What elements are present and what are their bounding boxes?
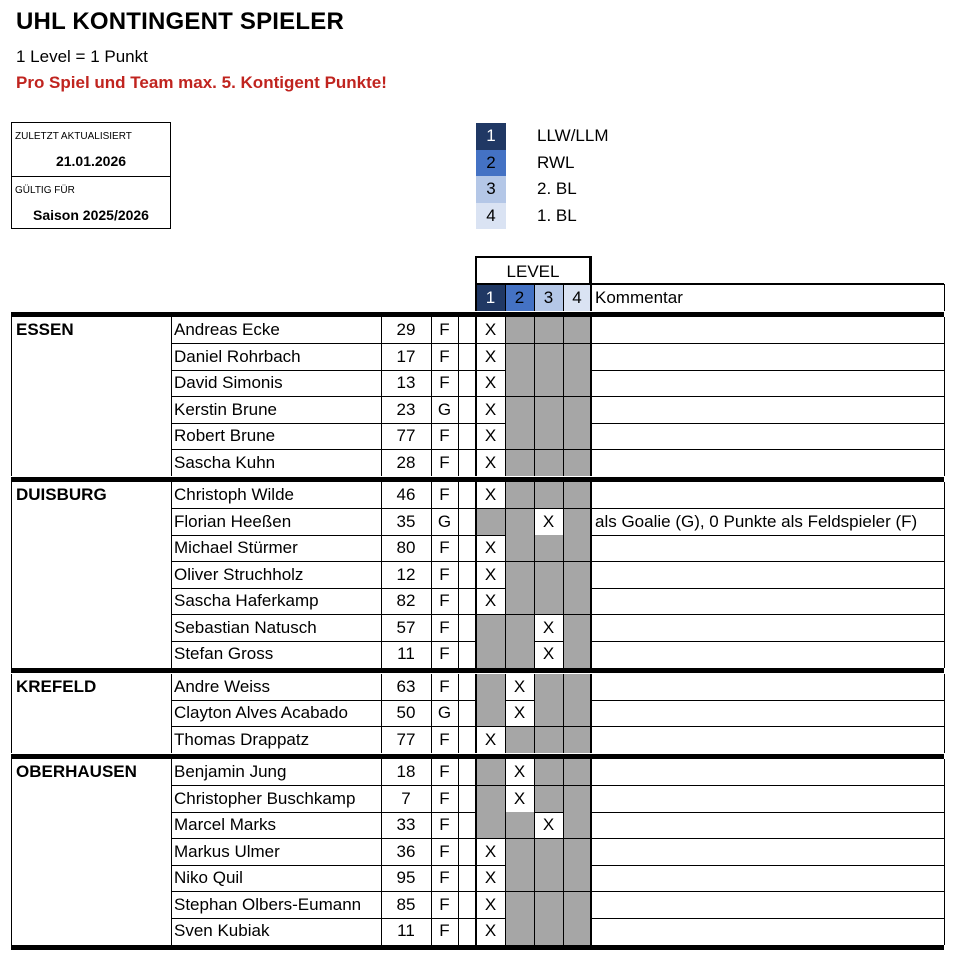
level-cell-unavailable bbox=[563, 812, 591, 839]
grid-line bbox=[475, 482, 477, 668]
level-mark: X bbox=[484, 485, 497, 504]
level-cell-unavailable bbox=[476, 786, 505, 813]
player-position: F bbox=[439, 894, 450, 914]
grid-line bbox=[534, 674, 535, 754]
player-position: F bbox=[439, 452, 450, 472]
grid-line bbox=[505, 284, 506, 311]
level-cell-unavailable bbox=[563, 918, 591, 945]
level-cell-unavailable bbox=[476, 759, 505, 786]
grid-line bbox=[11, 754, 944, 759]
level-cell-unavailable bbox=[534, 450, 563, 477]
legend-level-label: 1. BL bbox=[537, 205, 577, 225]
player-number: 95 bbox=[396, 868, 416, 887]
grid-line bbox=[563, 317, 564, 476]
legend-level-swatch: 3 bbox=[476, 176, 506, 203]
player-name: Sebastian Natusch bbox=[174, 617, 317, 637]
grid-line bbox=[475, 317, 477, 476]
grid-line bbox=[381, 482, 382, 668]
player-number: 12 bbox=[396, 564, 416, 584]
level-cell-unavailable bbox=[476, 674, 505, 701]
grid-line bbox=[171, 317, 172, 476]
comment-header: Kommentar bbox=[595, 288, 683, 307]
grid-line bbox=[458, 674, 459, 754]
level-cell-unavailable bbox=[534, 839, 563, 866]
grid-line bbox=[944, 759, 945, 945]
grid-line bbox=[11, 759, 12, 945]
level-mark: X bbox=[542, 617, 555, 637]
player-name: Michael Stürmer bbox=[174, 538, 298, 557]
team-name: KREFELD bbox=[16, 676, 97, 696]
level-cell-unavailable bbox=[563, 727, 591, 754]
level-cell-unavailable bbox=[563, 892, 591, 919]
player-name: Markus Ulmer bbox=[174, 841, 280, 861]
grid-line bbox=[381, 759, 382, 945]
legend-level-swatch: 2 bbox=[476, 150, 506, 177]
player-position: F bbox=[439, 868, 450, 887]
grid-line bbox=[431, 317, 432, 476]
grid-line bbox=[11, 317, 12, 476]
grid-line bbox=[505, 482, 506, 668]
level-cell-unavailable bbox=[534, 397, 563, 424]
grid-line bbox=[381, 674, 382, 754]
level-mark: X bbox=[542, 511, 555, 531]
player-number: 11 bbox=[397, 644, 415, 663]
player-name: Sascha Kuhn bbox=[174, 452, 276, 472]
level-mark: X bbox=[484, 591, 497, 610]
level-mark: X bbox=[484, 538, 497, 557]
grid-line bbox=[534, 284, 535, 311]
level-cell-unavailable bbox=[505, 535, 534, 562]
level-cell-unavailable bbox=[563, 344, 591, 371]
grid-line bbox=[563, 674, 564, 754]
level-cell-unavailable bbox=[563, 700, 591, 727]
level-cell-unavailable bbox=[563, 482, 591, 509]
level-cell-unavailable bbox=[534, 588, 563, 615]
player-name: David Simonis bbox=[174, 373, 283, 392]
level-cell-unavailable bbox=[534, 759, 563, 786]
grid-line bbox=[563, 482, 564, 668]
grid-line bbox=[590, 759, 592, 945]
grid-line bbox=[563, 759, 564, 945]
level-cell-unavailable bbox=[505, 641, 534, 668]
level-cell-unavailable bbox=[505, 509, 534, 536]
player-position: F bbox=[439, 815, 450, 834]
level-mark: X bbox=[484, 921, 497, 940]
level-cell-unavailable bbox=[505, 588, 534, 615]
player-position: F bbox=[439, 346, 450, 366]
player-position: F bbox=[439, 644, 450, 663]
grid-line bbox=[475, 674, 477, 754]
level-cell-unavailable bbox=[563, 865, 591, 892]
team-name: DUISBURG bbox=[16, 485, 107, 504]
grid-line bbox=[171, 759, 172, 945]
level-cell-unavailable bbox=[505, 615, 534, 642]
player-position: F bbox=[439, 762, 450, 781]
level-cell-unavailable bbox=[534, 317, 563, 344]
player-name: Kerstin Brune bbox=[174, 399, 277, 419]
player-number: 11 bbox=[397, 921, 415, 940]
level-cell-unavailable bbox=[505, 397, 534, 424]
player-number: 33 bbox=[396, 815, 416, 834]
level-mark: X bbox=[484, 868, 497, 887]
player-number: 13 bbox=[396, 373, 416, 392]
level-cell-unavailable bbox=[563, 786, 591, 813]
player-number: 80 bbox=[396, 538, 416, 557]
player-position: G bbox=[437, 511, 452, 531]
player-number: 29 bbox=[396, 320, 416, 339]
level-cell-unavailable bbox=[563, 674, 591, 701]
player-name: Stephan Olbers-Eumann bbox=[174, 894, 362, 914]
level-cell-unavailable bbox=[476, 641, 505, 668]
player-name: Florian Heeßen bbox=[174, 511, 292, 531]
player-name: Stefan Gross bbox=[174, 644, 274, 663]
player-number: 7 bbox=[401, 788, 411, 808]
level-cell-unavailable bbox=[534, 865, 563, 892]
level-cell-unavailable bbox=[563, 839, 591, 866]
valid-value: Saison 2025/2026 bbox=[33, 207, 149, 223]
level-cell-unavailable bbox=[505, 450, 534, 477]
level-cell-unavailable bbox=[534, 344, 563, 371]
player-name: Andreas Ecke bbox=[174, 320, 280, 339]
player-number: 82 bbox=[396, 591, 416, 610]
grid-line bbox=[534, 482, 535, 668]
level-mark: X bbox=[484, 399, 497, 419]
level-cell-unavailable bbox=[563, 759, 591, 786]
level-cell-unavailable bbox=[505, 918, 534, 945]
grid-line bbox=[944, 284, 945, 311]
player-number: 18 bbox=[396, 762, 416, 781]
level-header: LEVEL bbox=[475, 256, 591, 285]
level-mark: X bbox=[484, 346, 497, 366]
level-cell-unavailable bbox=[563, 588, 591, 615]
player-number: 63 bbox=[396, 676, 416, 696]
grid-line bbox=[458, 317, 459, 476]
player-name: Clayton Alves Acabado bbox=[174, 703, 348, 722]
grid-line bbox=[431, 759, 432, 945]
level-mark: X bbox=[513, 703, 526, 722]
grid-line bbox=[171, 674, 172, 754]
grid-line bbox=[505, 317, 506, 476]
player-position: F bbox=[439, 426, 450, 445]
player-comment: als Goalie (G), 0 Punkte als Feldspieler (F) bbox=[595, 511, 918, 531]
player-name: Christoph Wilde bbox=[174, 485, 294, 504]
level-cell-unavailable bbox=[505, 370, 534, 397]
player-position: G bbox=[437, 399, 452, 419]
legend-level-label: LLW/LLM bbox=[537, 126, 609, 145]
valid-label: GÜLTIG FÜR bbox=[15, 185, 75, 196]
level-header-number: 1 bbox=[485, 288, 496, 307]
player-number: 77 bbox=[396, 426, 416, 445]
legend-level-swatch: 4 bbox=[476, 203, 506, 230]
level-mark: X bbox=[513, 788, 526, 808]
level-cell-unavailable bbox=[563, 641, 591, 668]
player-name: Andre Weiss bbox=[174, 676, 271, 696]
player-number: 35 bbox=[396, 511, 416, 531]
level-mark: X bbox=[484, 729, 497, 749]
level-cell-unavailable bbox=[505, 317, 534, 344]
player-position: F bbox=[439, 729, 450, 749]
level-cell-unavailable bbox=[505, 423, 534, 450]
grid-line bbox=[944, 482, 945, 668]
player-name: Marcel Marks bbox=[174, 815, 277, 834]
player-position: F bbox=[439, 538, 450, 557]
player-number: 46 bbox=[396, 485, 416, 504]
level-cell-unavailable bbox=[534, 700, 563, 727]
grid-line bbox=[431, 482, 432, 668]
grid-line bbox=[590, 482, 592, 668]
grid-line bbox=[534, 759, 535, 945]
player-number: 17 bbox=[396, 346, 416, 366]
level-cell-unavailable bbox=[534, 786, 563, 813]
player-number: 57 bbox=[396, 617, 416, 637]
level-cell-unavailable bbox=[476, 615, 505, 642]
player-position: F bbox=[439, 373, 450, 392]
level-cell-unavailable bbox=[505, 865, 534, 892]
player-position: F bbox=[439, 921, 450, 940]
level-cell-unavailable bbox=[563, 509, 591, 536]
level-mark: X bbox=[484, 894, 497, 914]
level-cell-unavailable bbox=[534, 370, 563, 397]
grid-line bbox=[381, 317, 382, 476]
player-name: Niko Quil bbox=[174, 868, 243, 887]
player-position: F bbox=[439, 788, 450, 808]
grid-line bbox=[505, 674, 506, 754]
player-position: G bbox=[437, 703, 452, 722]
grid-line bbox=[563, 284, 564, 311]
player-position: F bbox=[439, 676, 450, 696]
player-number: 85 bbox=[396, 894, 416, 914]
player-name: Robert Brune bbox=[174, 426, 276, 445]
grid-line bbox=[475, 759, 477, 945]
grid-line bbox=[11, 674, 12, 754]
legend-level-label: RWL bbox=[537, 152, 575, 172]
level-cell-unavailable bbox=[534, 918, 563, 945]
level-cell-unavailable bbox=[505, 812, 534, 839]
grid-line bbox=[11, 668, 944, 673]
level-cell-unavailable bbox=[563, 370, 591, 397]
grid-line bbox=[505, 759, 506, 945]
grid-line bbox=[11, 312, 944, 317]
grid-line bbox=[590, 674, 592, 754]
level-mark: X bbox=[484, 373, 497, 392]
player-position: F bbox=[439, 841, 450, 861]
player-number: 23 bbox=[396, 399, 416, 419]
player-position: F bbox=[439, 617, 450, 637]
grid-line bbox=[11, 945, 944, 950]
level-cell-unavailable bbox=[534, 674, 563, 701]
level-cell-unavailable bbox=[563, 397, 591, 424]
updated-label: ZULETZT AKTUALISIERT bbox=[15, 131, 132, 142]
level-mark: X bbox=[484, 320, 497, 339]
team-name: OBERHAUSEN bbox=[16, 762, 137, 781]
level-cell-unavailable bbox=[476, 509, 505, 536]
level-cell-unavailable bbox=[534, 727, 563, 754]
points-note: 1 Level = 1 Punkt bbox=[16, 47, 148, 66]
player-name: Daniel Rohrbach bbox=[174, 346, 301, 366]
grid-line bbox=[11, 477, 944, 482]
player-name: Christopher Buschkamp bbox=[174, 788, 356, 808]
player-position: F bbox=[439, 485, 450, 504]
level-cell-unavailable bbox=[563, 450, 591, 477]
grid-line bbox=[534, 317, 535, 476]
grid-line bbox=[944, 674, 945, 754]
level-cell-unavailable bbox=[563, 423, 591, 450]
player-name: Sven Kubiak bbox=[174, 921, 270, 940]
grid-line bbox=[458, 482, 459, 668]
player-name: Sascha Haferkamp bbox=[174, 591, 319, 610]
player-number: 77 bbox=[396, 729, 416, 749]
level-cell-unavailable bbox=[476, 812, 505, 839]
player-name: Thomas Drappatz bbox=[174, 729, 310, 749]
level-mark: X bbox=[484, 564, 497, 584]
player-name: Benjamin Jung bbox=[174, 762, 287, 781]
grid-line bbox=[431, 674, 432, 754]
page-title: UHL KONTINGENT SPIELER bbox=[16, 8, 344, 35]
player-number: 28 bbox=[396, 452, 416, 472]
legend-level-swatch: 1 bbox=[476, 123, 506, 150]
level-header-number: 3 bbox=[543, 288, 554, 307]
player-number: 50 bbox=[396, 703, 416, 722]
level-cell-unavailable bbox=[505, 839, 534, 866]
grid-line bbox=[944, 317, 945, 476]
updated-value: 21.01.2026 bbox=[55, 153, 127, 169]
player-position: F bbox=[439, 591, 450, 610]
level-cell-unavailable bbox=[563, 317, 591, 344]
grid-line bbox=[458, 759, 459, 945]
level-cell-unavailable bbox=[534, 535, 563, 562]
player-name: Oliver Struchholz bbox=[174, 564, 304, 584]
grid-line bbox=[171, 482, 172, 668]
level-mark: X bbox=[542, 815, 555, 834]
level-mark: X bbox=[484, 452, 497, 472]
level-cell-unavailable bbox=[563, 615, 591, 642]
legend-level-label: 2. BL bbox=[537, 179, 577, 198]
level-header-number: 4 bbox=[572, 288, 582, 307]
level-mark: X bbox=[542, 644, 555, 663]
level-mark: X bbox=[484, 426, 497, 445]
level-header-number: 2 bbox=[514, 288, 525, 307]
level-cell-unavailable bbox=[505, 562, 534, 589]
level-cell-unavailable bbox=[505, 482, 534, 509]
level-cell-unavailable bbox=[505, 344, 534, 371]
level-mark: X bbox=[513, 676, 526, 696]
grid-line bbox=[11, 482, 12, 668]
level-cell-unavailable bbox=[534, 423, 563, 450]
team-name: ESSEN bbox=[16, 320, 74, 339]
grid-line bbox=[590, 317, 592, 476]
player-number: 36 bbox=[396, 841, 416, 861]
level-mark: X bbox=[484, 841, 497, 861]
level-cell-unavailable bbox=[476, 700, 505, 727]
player-position: F bbox=[439, 320, 450, 339]
level-cell-unavailable bbox=[505, 892, 534, 919]
level-cell-unavailable bbox=[534, 562, 563, 589]
level-mark: X bbox=[513, 762, 526, 781]
player-position: F bbox=[439, 564, 450, 584]
limit-warning: Pro Spiel und Team max. 5. Kontigent Punkte! bbox=[16, 73, 387, 92]
level-cell-unavailable bbox=[534, 482, 563, 509]
level-cell-unavailable bbox=[563, 535, 591, 562]
level-cell-unavailable bbox=[505, 727, 534, 754]
level-cell-unavailable bbox=[534, 892, 563, 919]
level-cell-unavailable bbox=[563, 562, 591, 589]
